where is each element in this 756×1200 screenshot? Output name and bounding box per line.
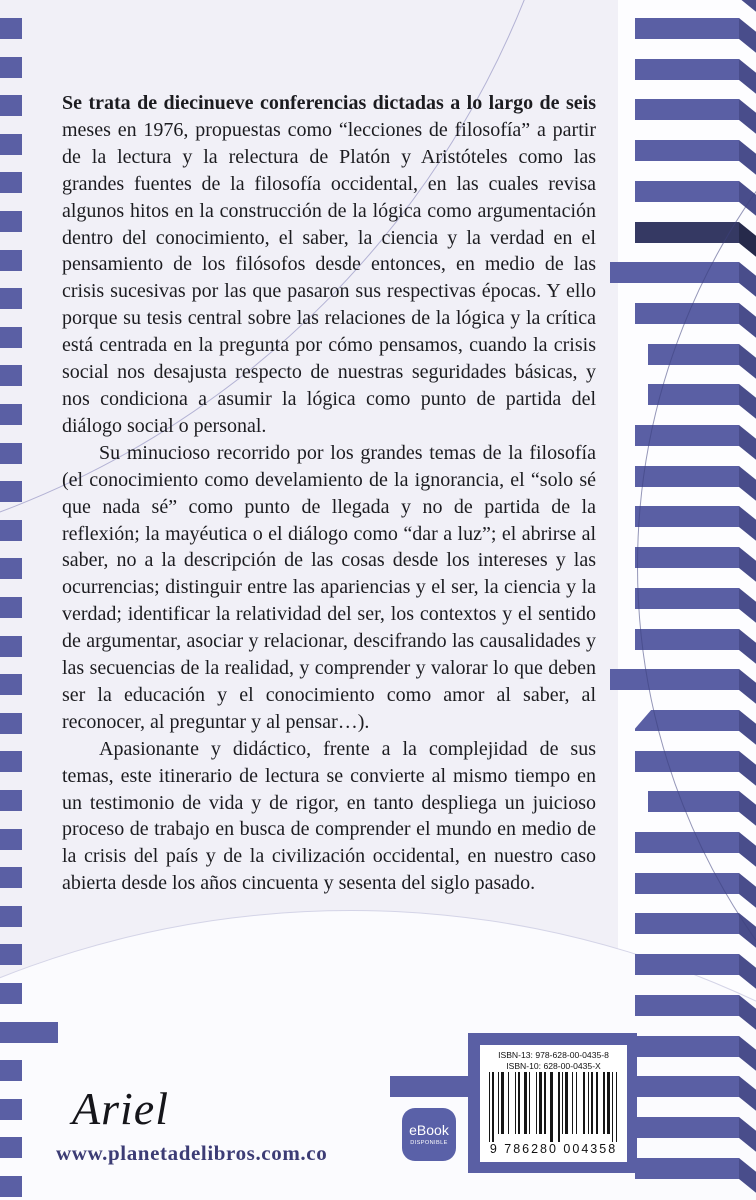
barcode-bar: [539, 1072, 542, 1134]
stripe: [635, 140, 739, 161]
stripe: [0, 327, 22, 348]
barcode-bar: [515, 1072, 516, 1134]
stripe: [635, 1117, 739, 1138]
stripe: [0, 250, 22, 271]
stripe: [0, 790, 22, 811]
synopsis-paragraph: Apasionante y didáctico, frente a la complejidad de sus temas, este itinerario de lectura se convierte al mismo tiempo en un testimonio de vida y de rigor, en tanto despliega un juicioso proceso de trabajo en busca de comprender el mundo en medio de la crisis del país y de la civilización occidental, en nuestro caso abierta desde los años cincuenta y sesenta del siglo pasado.: [62, 737, 596, 895]
barcode-number: 9 786280 004358: [489, 1142, 618, 1156]
barcode-bars: [489, 1072, 619, 1142]
barcode-bar: [591, 1072, 592, 1134]
stripe: [0, 636, 22, 657]
barcode-bar: [562, 1072, 563, 1134]
stripe: [0, 944, 22, 965]
stripe: [0, 1060, 22, 1081]
stripe: [0, 134, 22, 155]
isbn-10: ISBN-10: 628-00-0435-X: [506, 1060, 601, 1071]
barcode-bar: [565, 1072, 568, 1134]
barcode-bar: [492, 1072, 493, 1142]
synopsis-text: [62, 90, 596, 897]
synopsis-paragraph: Su minucioso recorrido por los grandes temas de la filosofía (el conocimiento como develamiento de la ignorancia, el “solo sé que nada sé” como punto de llegada y no de partida de la reflexión; la mayéutica o el diálogo como “dar a luz”; el abrirse al saber, no a la descripción de las cosas desde los intereses y las ocurrencias; distinguir entre las apariencias y el ser, la ciencia y la verdad; identificar la relatividad del ser, los contextos y el sentido de argumentar, asociar y relacionar, descifrando las causalidades y las secuencias de la realidad, y comprender y valorar lo que deben ser la educación y el conocimiento como amor al saber, al reconocer, al preguntar y al pensar…).: [62, 441, 596, 733]
stripe: [0, 443, 22, 464]
stripe: [0, 751, 22, 772]
stripe: [0, 558, 22, 579]
publisher-website: www.planetadelibros.com.co: [56, 1141, 328, 1165]
stripe: [0, 57, 22, 78]
stripe: [635, 18, 739, 39]
barcode-bar: [550, 1072, 553, 1142]
stripe: [0, 674, 22, 695]
ebook-badge-subtitle: DISPONIBLE: [410, 1140, 448, 1146]
stripe: [0, 288, 22, 309]
publisher-logo: Ariel: [72, 1083, 169, 1134]
barcode-bar: [603, 1072, 604, 1134]
stripe: [635, 913, 739, 934]
barcode-bar: [489, 1072, 490, 1142]
stripe: [635, 1036, 739, 1057]
stripe: [0, 597, 22, 618]
stripe: [0, 95, 22, 116]
barcode-bar: [536, 1072, 537, 1134]
stripe: [635, 995, 739, 1016]
barcode-bar: [518, 1072, 519, 1134]
barcode-bar: [596, 1072, 597, 1134]
stripe: [0, 713, 22, 734]
barcode-bar: [588, 1072, 589, 1134]
stripe: [635, 1158, 739, 1179]
barcode-bar: [544, 1072, 545, 1134]
barcode-label: [480, 1045, 627, 1162]
barcode-bar: [508, 1072, 509, 1134]
ebook-badge-title: eBook: [409, 1122, 449, 1138]
barcode-frame: [468, 1033, 637, 1173]
barcode-bar: [616, 1072, 617, 1142]
stripe: [0, 520, 22, 541]
barcode-bar: [576, 1072, 577, 1134]
stripe: [0, 1176, 22, 1197]
stripe: [0, 365, 22, 386]
synopsis-paragraph: Se trata de diecinueve conferencias dictadas a lo largo de seis meses en 1976, propuestas como “lecciones de filosofía” a partir de la lectura y la relectura de Platón y Aristóteles como las grandes fuentes de la filosofía occidental, en las cuales revisa algunos hitos en la construcción de la lógica como argumentación dentro del conocimiento, el saber, la ciencia y la verdad en el pensamiento de los filósofos desde entonces, en medio de las crisis sucesivas por las que pasaron sus respectivas épocas. Y ello porque su tesis central sobre las relaciones de la lógica y la crítica está centrada en la pregunta por cómo pensamos, cuando la crisis social nos desajusta respecto de nuestras seguridades básicas, y nos condiciona a asumir la lógica como punto de partida del diálogo social o personal.: [62, 92, 596, 437]
barcode-bar: [524, 1072, 527, 1134]
stripe: [0, 1137, 22, 1158]
barcode-bar: [572, 1072, 573, 1134]
stripe: [635, 59, 739, 80]
stripe: [635, 954, 739, 975]
stripe: [0, 1099, 22, 1120]
stripe: [0, 18, 22, 39]
barcode-bar: [612, 1072, 613, 1142]
stripe: [0, 404, 22, 425]
isbn-13: ISBN-13: 978-628-00-0435-8: [498, 1050, 609, 1060]
stripe: [0, 481, 22, 502]
stripe: [0, 906, 22, 927]
barcode-bar: [583, 1072, 586, 1134]
stripe: [0, 1022, 58, 1043]
stripe: [0, 867, 22, 888]
stripe: [0, 983, 22, 1004]
isbn-text: [480, 1050, 627, 1071]
stripe: [635, 181, 739, 202]
barcode-bar: [498, 1072, 499, 1134]
stripe: [635, 99, 739, 120]
stripe: [0, 172, 22, 193]
barcode-bar: [501, 1072, 504, 1134]
barcode-bar: [529, 1072, 530, 1134]
stripe: [0, 829, 22, 850]
ebook-badge: [402, 1108, 456, 1161]
barcode-bar: [607, 1072, 610, 1134]
barcode-bar: [558, 1072, 559, 1142]
stripe: [0, 211, 22, 232]
